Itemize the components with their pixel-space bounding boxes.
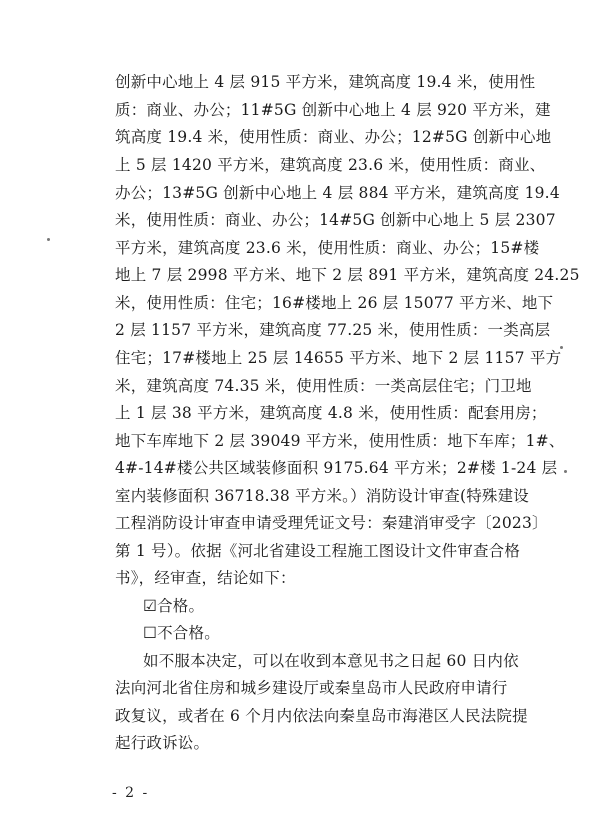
body-line: 创新中心地上 4 层 915 平方米，建筑高度 19.4 米，使用性 [115, 73, 536, 91]
conclusion-qualified-checked: ☑合格。 [143, 597, 205, 615]
body-line: 2 层 1157 平方米，建筑高度 77.25 米，使用性质：一类高层 [115, 321, 551, 339]
body-line: 平方米，建筑高度 23.6 米，使用性质：商业、办公；15#楼 [115, 239, 540, 257]
body-line: 室内装修面积 36718.38 平方米。）消防设计审查(特殊建设 [115, 487, 530, 505]
body-line: 4#-14#楼公共区域装修面积 9175.64 平方米；2#楼 1-24 层 [115, 459, 558, 477]
body-line: 第 1 号）。依据《河北省建设工程施工图设计文件审查合格 [115, 542, 521, 560]
body-line: 米，建筑高度 74.35 米，使用性质：一类高层住宅；门卫地 [115, 377, 532, 395]
conclusion-unqualified-unchecked: ☐不合格。 [143, 624, 220, 642]
body-line: 质：商业、办公；11#5G 创新中心地上 4 层 920 平方米，建 [115, 101, 551, 119]
body-line: 筑高度 19.4 米，使用性质：商业、办公；12#5G 创新中心地 [115, 128, 552, 146]
body-line: 书》，经审查，结论如下： [115, 569, 296, 587]
appeal-line: 起行政诉讼。 [115, 734, 210, 752]
body-line: 米，使用性质：商业、办公；14#5G 创新中心地上 5 层 2307 [115, 211, 556, 229]
appeal-line: 法向河北省住房和城乡建设厅或秦皇岛市人民政府申请行 [115, 679, 508, 697]
scan-mark [47, 238, 50, 241]
appeal-line: 政复议，或者在 6 个月内依法向秦皇岛市海港区人民法院提 [115, 707, 528, 725]
appeal-line: 如不服本决定，可以在收到本意见书之日起 60 日内依 [143, 652, 519, 670]
body-line: 上 5 层 1420 平方米，建筑高度 23.6 米，使用性质：商业、 [115, 156, 546, 174]
body-line: 工程消防设计审查申请受理凭证文号：秦建消审受字〔2023〕 [115, 514, 548, 532]
body-line: 地下车库地下 2 层 39049 平方米，使用性质：地下车库；1#、 [115, 432, 565, 450]
body-line: 上 1 层 38 平方米，建筑高度 4.8 米，使用性质：配套用房； [115, 404, 547, 422]
page-number: - 2 - [112, 785, 150, 801]
body-line: 米，使用性质：住宅；16#楼地上 26 层 15077 平方米、地下 [115, 294, 554, 312]
body-line: 办公；13#5G 创新中心地上 4 层 884 平方米，建筑高度 19.4 [115, 184, 560, 202]
scan-mark [564, 470, 567, 473]
body-line: 住宅；17#楼地上 25 层 14655 平方米、地下 2 层 1157 平方 [115, 349, 562, 367]
body-line: 地上 7 层 2998 平方米、地下 2 层 891 平方米，建筑高度 24.25 [115, 266, 580, 284]
